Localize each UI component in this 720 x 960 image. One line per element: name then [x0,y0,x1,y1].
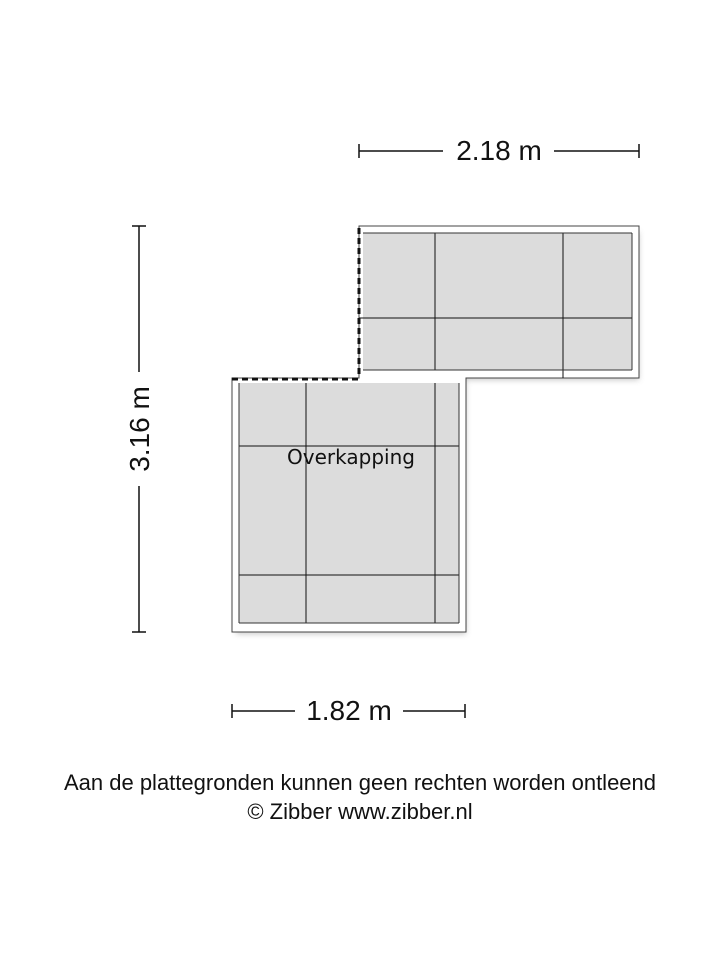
open-edge-dashed [232,228,359,379]
dimension-bottom-label: 1.82 m [306,695,392,726]
disclaimer-text: Aan de plattegronden kunnen geen rechten worden ontleend [63,770,657,795]
copyright-text: © Zibber www.zibber.nl [247,799,473,824]
room-label: Overkapping [287,445,415,469]
floor-upper [363,233,632,370]
dimension-top-label: 2.18 m [456,135,542,166]
dimension-left-label: 3.16 m [124,386,155,472]
floor-lower [239,383,459,623]
